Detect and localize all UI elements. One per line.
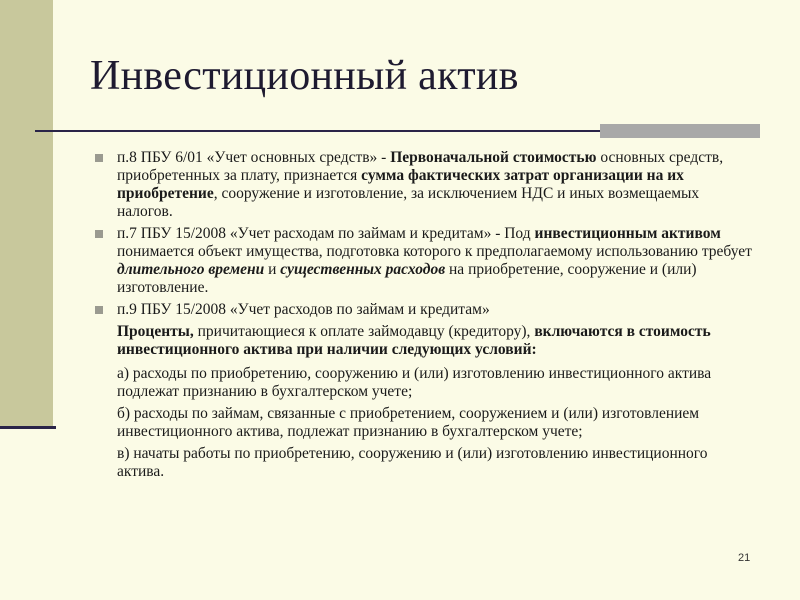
- bold-text: инвестиционным активом: [534, 225, 721, 242]
- text: п.7 ПБУ 15/2008 «Учет расходам по займам и кредитам» - Под: [117, 225, 535, 242]
- text: на приобретение, сооружение и (или) изготовление.: [117, 261, 697, 296]
- text: , сооружение и изготовление, за исключением НДС и иных возмещаемых налогов.: [117, 185, 700, 220]
- square-bullet-icon: [95, 306, 103, 314]
- text: понимается объект имущества, подготовка которого к предполагаемому использованию требует: [117, 243, 752, 260]
- condition-a: а) расходы по приобретению, сооружению и (или) изготовлению инвестиционного актива подлежат признанию в бухгалтерском учете;: [117, 365, 712, 400]
- bold-italic-text: существенных расходов: [280, 261, 446, 278]
- paragraph-pbu-15-2008-p7: [95, 225, 755, 297]
- text: основных средств, приобретенных за плату, признается: [117, 149, 724, 184]
- title-rule-accent: [600, 124, 760, 138]
- text: причитающиеся к оплате займодавцу (кредитору),: [193, 323, 535, 340]
- text: п.9 ПБУ 15/2008 «Учет расходов по займам и кредитам»: [117, 301, 490, 318]
- bold-text: включаются в стоимость инвестиционного актива при наличии следующих условий:: [117, 323, 711, 358]
- bold-text: сумма фактических затрат организации на их приобретение: [117, 167, 684, 202]
- paragraph-pbu-15-2008-p9: [95, 301, 755, 319]
- side-band: [0, 0, 53, 426]
- side-band-underline: [0, 426, 56, 429]
- bold-italic-text: длительного времени: [117, 261, 265, 278]
- square-bullet-icon: [95, 154, 103, 162]
- page-number: 21: [738, 552, 751, 564]
- bold-text: Проценты,: [117, 323, 194, 340]
- square-bullet-icon: [95, 230, 103, 238]
- slide-content: [95, 149, 755, 485]
- condition-c: в) начаты работы по приобретению, сооружению и (или) изготовлению инвестиционного актива.: [117, 445, 708, 480]
- paragraph-pbu-6-01: [95, 149, 755, 221]
- interest-paragraph: [95, 323, 755, 359]
- condition-b: б) расходы по займам, связанные с приобретением, сооружением и (или) изготовлением инвестиционного актива, подлежат признанию в бухгалтерском учете;: [117, 405, 700, 440]
- text: и: [264, 261, 281, 278]
- text: п.8 ПБУ 6/01 «Учет основных средств» -: [117, 149, 391, 166]
- bold-text: Первоначальной стоимостью: [390, 149, 597, 166]
- slide-title: Инвестиционный актив: [90, 53, 519, 99]
